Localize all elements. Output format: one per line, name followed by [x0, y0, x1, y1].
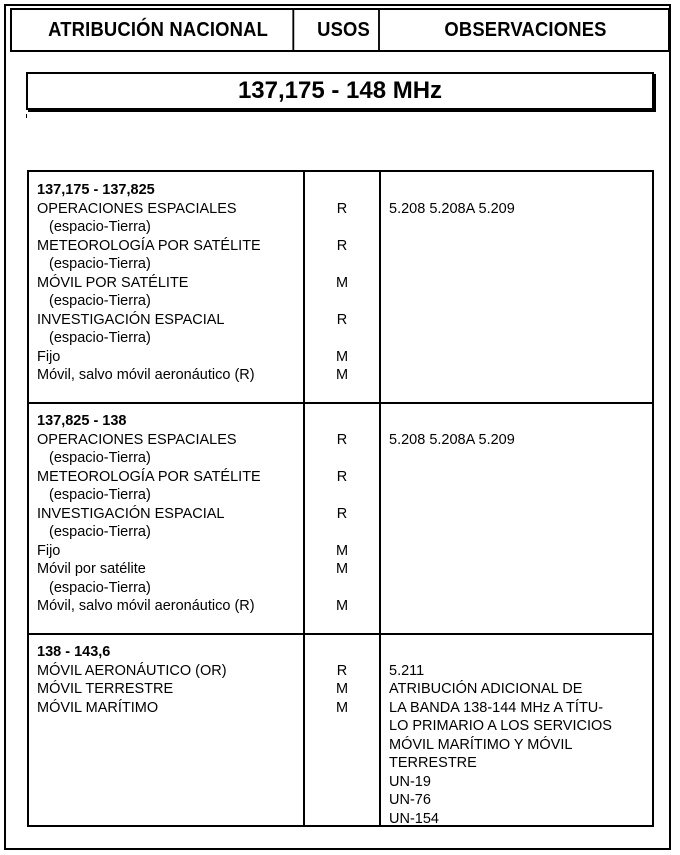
usage-code: M [335, 348, 349, 365]
usage-code: M [335, 681, 349, 697]
service-direction: (espacio-Tierra) [49, 524, 151, 540]
usage-code: M [335, 274, 349, 291]
service-name: Fijo [37, 542, 61, 559]
stray-mark [26, 114, 27, 118]
header-national-allocation: ATRIBUCIÓN NACIONAL [24, 10, 294, 50]
usage-code: R [336, 505, 348, 522]
observation-text: TERRESTRE [389, 755, 477, 771]
allocation-table [27, 170, 654, 827]
service-name: MÓVIL MARÍTIMO [37, 699, 159, 716]
service-name: INVESTIGACIÓN ESPACIAL [37, 505, 225, 522]
service-name: METEOROLOGÍA POR SATÉLITE [37, 237, 261, 254]
service-direction: (espacio-Tierra) [49, 219, 151, 235]
usage-code: M [335, 367, 349, 383]
header-observations: OBSERVACIONES [444, 18, 607, 41]
usage-code: R [336, 662, 348, 679]
service-name: METEOROLOGÍA POR SATÉLITE [37, 468, 261, 485]
row-divider-1 [29, 402, 652, 404]
usage-code: M [335, 542, 349, 559]
usage-code: R [336, 468, 348, 485]
header-uses: USOS [309, 10, 380, 50]
column-divider-2 [379, 172, 381, 825]
service-direction: (espacio-Tierra) [49, 256, 151, 272]
usage-code: M [335, 561, 349, 577]
observation-text: UN-76 [389, 792, 431, 808]
observation-text: UN-154 [389, 810, 439, 827]
observation-text: MÓVIL MARÍTIMO Y MÓVIL [389, 736, 573, 753]
band-range: 138 - 143,6 [37, 644, 111, 660]
column-divider-1 [303, 172, 305, 825]
row-divider-2 [29, 633, 652, 635]
service-name: OPERACIONES ESPACIALES [37, 431, 237, 448]
band-range: 137,175 - 137,825 [37, 182, 155, 198]
service-direction: (espacio-Tierra) [49, 450, 151, 466]
observation-text: LO PRIMARIO A LOS SERVICIOS [389, 718, 612, 734]
service-name: MÓVIL TERRESTRE [37, 681, 174, 697]
service-direction: (espacio-Tierra) [49, 293, 151, 309]
observation-text: 5.208 5.208A 5.209 [389, 431, 515, 448]
service-name: Móvil por satélite [37, 561, 146, 577]
usage-code: R [336, 237, 348, 254]
service-direction: (espacio-Tierra) [49, 330, 151, 346]
usage-code: M [335, 598, 349, 614]
observation-text: UN-19 [389, 773, 431, 790]
table-header [10, 8, 670, 52]
service-name: MÓVIL POR SATÉLITE [37, 274, 189, 291]
observation-text: ATRIBUCIÓN ADICIONAL DE [389, 681, 583, 697]
service-name: OPERACIONES ESPACIALES [37, 200, 237, 217]
usage-code: R [336, 200, 348, 217]
usage-code: R [336, 311, 348, 328]
observation-text: LA BANDA 138-144 MHz A TÍTU- [389, 699, 604, 716]
band-range: 137,825 - 138 [37, 413, 127, 429]
service-direction: (espacio-Tierra) [49, 579, 151, 596]
service-name: Móvil, salvo móvil aeronáutico (R) [37, 367, 255, 383]
observation-text: 5.211 [389, 662, 425, 679]
usage-code: M [335, 699, 349, 716]
service-name: MÓVIL AERONÁUTICO (OR) [37, 662, 227, 679]
observation-text: 5.208 5.208A 5.209 [389, 200, 515, 217]
service-name: Fijo [37, 348, 61, 365]
usage-code: R [336, 431, 348, 448]
service-name: Móvil, salvo móvil aeronáutico (R) [37, 598, 255, 614]
frequency-band-title: 137,175 - 148 MHz [26, 72, 654, 110]
service-direction: (espacio-Tierra) [49, 487, 151, 503]
service-name: INVESTIGACIÓN ESPACIAL [37, 311, 225, 328]
